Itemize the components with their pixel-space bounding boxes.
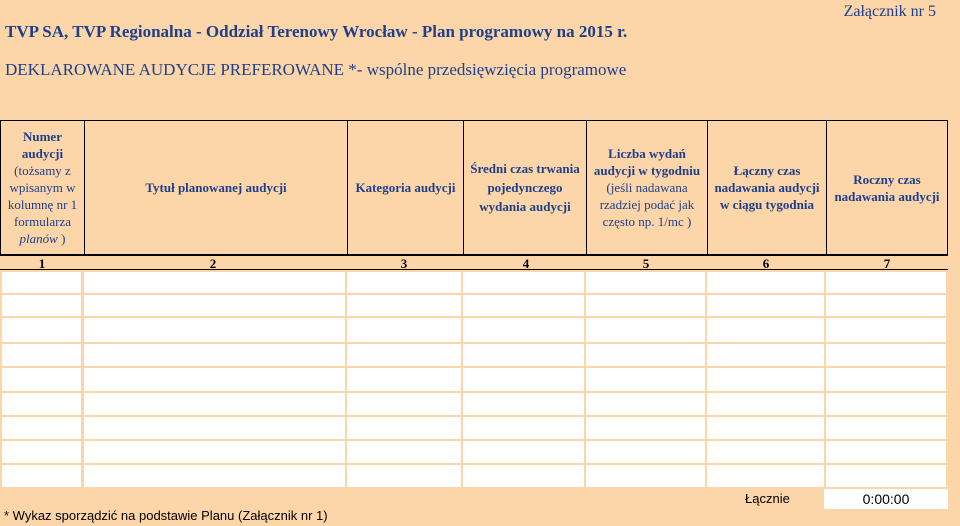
table-input-cell[interactable]: [2, 368, 81, 391]
col-header-category: Kategoria audycji: [347, 120, 463, 255]
table-input-cell[interactable]: [463, 393, 584, 415]
table-input-cell[interactable]: [586, 344, 705, 366]
table-input-cell[interactable]: [347, 318, 461, 342]
table-input-cell[interactable]: [586, 465, 705, 487]
table-input-cell[interactable]: [463, 368, 584, 391]
table-input-cell[interactable]: [707, 417, 824, 439]
table-input-cell[interactable]: [463, 465, 584, 487]
col-header-title: Tytuł planowanej audycji: [84, 120, 347, 255]
table-input-cell[interactable]: [707, 318, 824, 342]
table-input-cell[interactable]: [826, 344, 946, 366]
table-input-cell[interactable]: [463, 344, 584, 366]
table-input-cell[interactable]: [586, 393, 705, 415]
table-input-cell[interactable]: [707, 393, 824, 415]
col-header-weekly-count: Liczba wydań audycji w tygodniu (jeśli nadawana rzadziej podać jak często np. 1/mc ): [586, 120, 707, 255]
table-input-cell[interactable]: [84, 318, 345, 342]
table-input-cell[interactable]: [826, 368, 946, 391]
col-header-number: Numer audycji (tożsamy z wpisanym w kolumnę nr 1 formularza planów ): [0, 120, 84, 255]
table-input-cell[interactable]: [707, 344, 824, 366]
table-input-cell[interactable]: [463, 318, 584, 342]
table-input-cell[interactable]: [84, 295, 345, 316]
table-input-cell[interactable]: [347, 368, 461, 391]
annex-label: Załącznik nr 5: [843, 3, 936, 20]
table-input-cell[interactable]: [586, 417, 705, 439]
column-number: 2: [209, 256, 217, 271]
table-input-cell[interactable]: [463, 441, 584, 463]
table-input-cell[interactable]: [84, 393, 345, 415]
column-number: 3: [400, 256, 408, 271]
col-header-yearly-total: Roczny czas nadawania audycji: [826, 120, 948, 255]
table-input-cell[interactable]: [463, 417, 584, 439]
table-input-cell[interactable]: [347, 441, 461, 463]
table-input-cell[interactable]: [84, 465, 345, 487]
table-input-cell[interactable]: [2, 393, 81, 415]
table-input-cell[interactable]: [84, 368, 345, 391]
page-subtitle: DEKLAROWANE AUDYCJE PREFEROWANE *- wspólne przedsięwzięcia programowe: [5, 60, 627, 79]
table-input-cell[interactable]: [707, 272, 824, 293]
table-input-cell[interactable]: [826, 441, 946, 463]
table-input-cell[interactable]: [2, 344, 81, 366]
column-number: 1: [38, 256, 46, 271]
column-number: 6: [762, 256, 770, 271]
table-input-cell[interactable]: [707, 441, 824, 463]
table-input-cell[interactable]: [586, 318, 705, 342]
table-input-cell[interactable]: [347, 393, 461, 415]
table-input-cell[interactable]: [2, 417, 81, 439]
table-input-cell[interactable]: [707, 295, 824, 316]
page-title: TVP SA, TVP Regionalna - Oddział Terenowy Wrocław - Plan programowy na 2015 r.: [5, 22, 628, 41]
table-input-cell[interactable]: [586, 295, 705, 316]
table-input-cell[interactable]: [347, 344, 461, 366]
table-input-cell[interactable]: [586, 441, 705, 463]
table-input-cell[interactable]: [826, 465, 946, 487]
table-input-cell[interactable]: [2, 441, 81, 463]
table-input-cell[interactable]: [463, 295, 584, 316]
table-input-cell[interactable]: [586, 368, 705, 391]
table-input-cell[interactable]: [84, 344, 345, 366]
col-header-weekly-total: Łączny czas nadawania audycji w ciągu tygodnia: [707, 120, 826, 255]
col-header-avg-duration: Średni czas trwania pojedynczego wydania audycji: [463, 120, 586, 255]
table-input-cell[interactable]: [707, 368, 824, 391]
table-input-cell[interactable]: [2, 465, 81, 487]
table-input-cell[interactable]: [84, 441, 345, 463]
table-input-cell[interactable]: [347, 295, 461, 316]
column-number-row: [0, 255, 948, 270]
footnote: * Wykaz sporządzić na podstawie Planu (Załącznik nr 1): [4, 508, 328, 523]
total-value-cell[interactable]: 0:00:00: [824, 489, 948, 509]
table-input-cell[interactable]: [2, 272, 81, 293]
table-input-cell[interactable]: [347, 465, 461, 487]
table-input-cell[interactable]: [347, 417, 461, 439]
table-input-cell[interactable]: [2, 295, 81, 316]
table-input-cell[interactable]: [84, 417, 345, 439]
table-input-cell[interactable]: [463, 272, 584, 293]
table-input-cell[interactable]: [586, 272, 705, 293]
table-input-cell[interactable]: [707, 465, 824, 487]
column-number: 7: [883, 256, 891, 271]
table-input-cell[interactable]: [826, 295, 946, 316]
table-input-cell[interactable]: [826, 318, 946, 342]
table-input-cell[interactable]: [826, 272, 946, 293]
column-number: 4: [522, 256, 530, 271]
table-input-cell[interactable]: [826, 393, 946, 415]
total-label: Łącznie: [745, 491, 790, 506]
table-input-cell[interactable]: [2, 318, 81, 342]
table-input-cell[interactable]: [84, 272, 345, 293]
table-input-cell[interactable]: [826, 417, 946, 439]
column-number: 5: [642, 256, 650, 271]
table-input-cell[interactable]: [347, 272, 461, 293]
